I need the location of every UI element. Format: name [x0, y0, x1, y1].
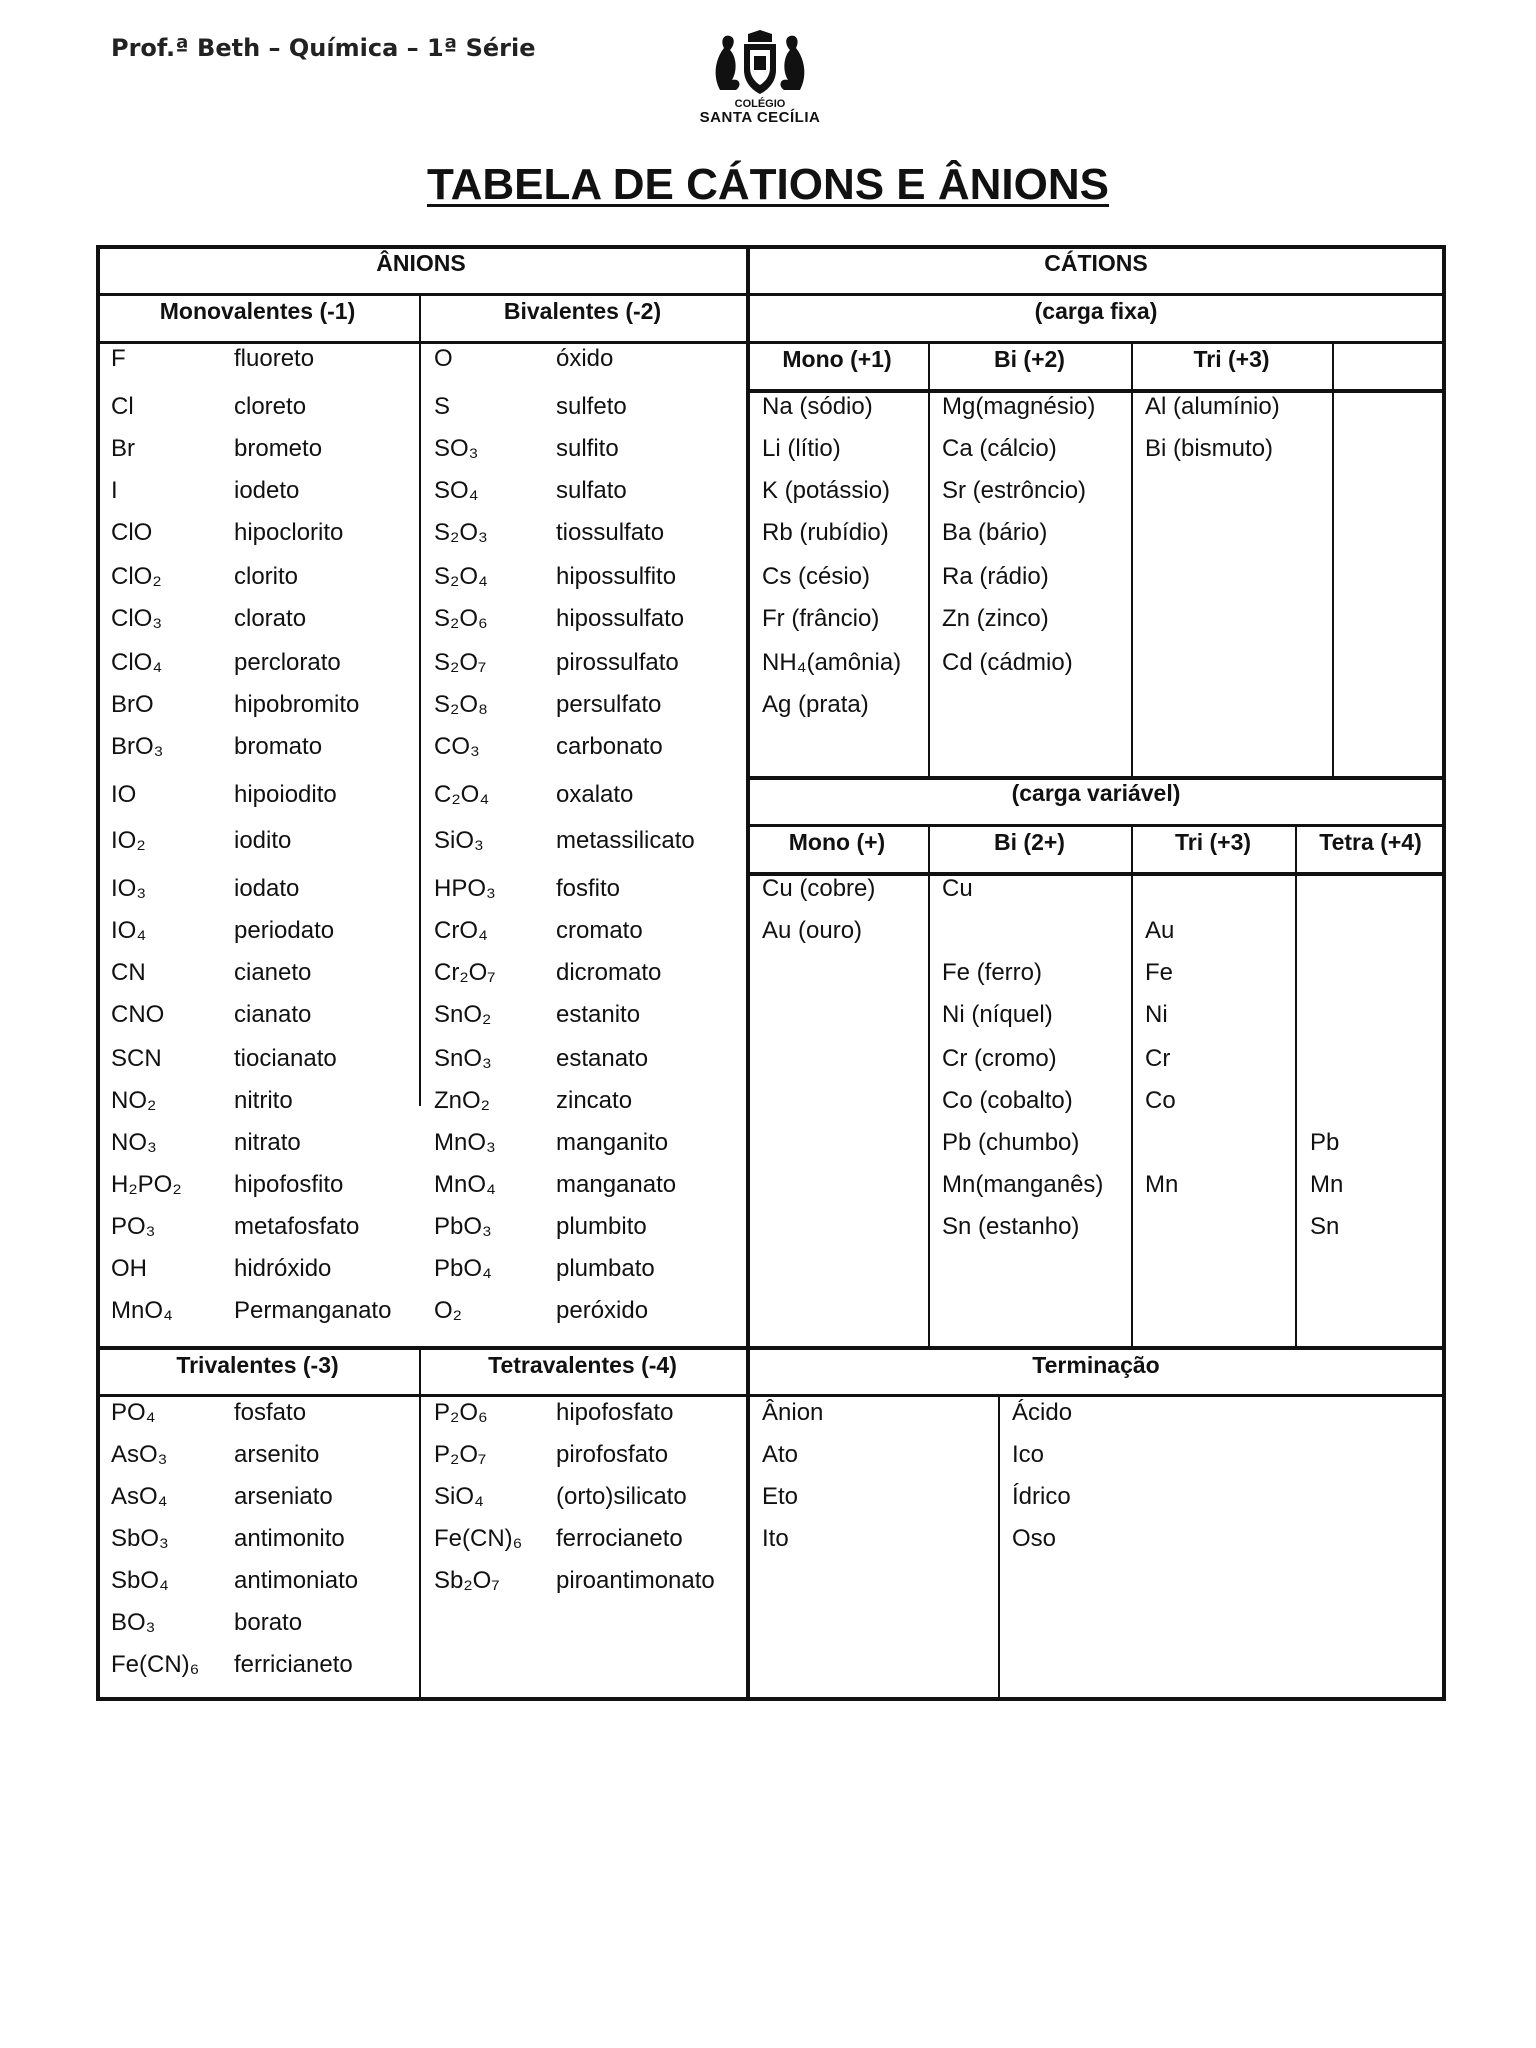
fixed-mono-cation: Li (lítio): [762, 435, 841, 462]
bivalent-formula: MnO₄: [434, 1171, 496, 1198]
variable-subheader-line: [746, 824, 1446, 827]
monovalent-formula: CNO: [111, 1001, 165, 1028]
trivalent-name: antimoniato: [234, 1567, 359, 1594]
variable-cation: Au: [1145, 917, 1175, 944]
fixed-col-divider-3: [1332, 341, 1334, 776]
bivalent-name: estanato: [556, 1045, 649, 1072]
monovalent-formula: BrO₃: [111, 733, 164, 760]
anion-ending: Ânion: [762, 1399, 824, 1426]
monovalent-formula: IO₃: [111, 875, 147, 902]
monovalent-name: iodeto: [234, 477, 300, 504]
trivalent-formula: AsO₃: [111, 1441, 168, 1468]
acid-ending: Ídrico: [1012, 1483, 1071, 1510]
tetravalent-name: hipofosfato: [556, 1399, 674, 1426]
bivalent-formula: CO₃: [434, 733, 480, 760]
bivalent-formula: ZnO₂: [434, 1087, 490, 1114]
fixed-bi-cation: Sr (estrôncio): [942, 477, 1087, 504]
bivalent-name: dicromato: [556, 959, 662, 986]
logo-line-1: COLÉGIO: [734, 98, 786, 110]
tetravalent-formula: P₂O₆: [434, 1399, 488, 1426]
bivalent-name: fosfito: [556, 875, 621, 902]
fixed-tri-cation: Bi (bismuto): [1145, 435, 1274, 462]
fixed-bi-cation: Zn (zinco): [942, 605, 1049, 632]
variable-col-divider-2: [1131, 824, 1133, 1346]
monovalent-name: metafosfato: [234, 1213, 360, 1240]
tetravalent-name: pirofosfato: [556, 1441, 669, 1468]
monovalent-name: iodato: [234, 875, 300, 902]
variable-col-heading: Mono (+): [788, 829, 886, 855]
monovalent-formula: Cl: [111, 393, 134, 420]
monovalent-formula: ClO₄: [111, 649, 163, 676]
bivalent-name: plumbito: [556, 1213, 647, 1240]
bivalent-formula: S₂O₆: [434, 605, 488, 632]
monovalent-formula: BrO: [111, 691, 154, 718]
monovalent-name: nitrito: [234, 1087, 293, 1114]
anions-column-divider-lower: [419, 1346, 421, 1701]
trivalent-heading: Trivalentes (-3): [176, 1352, 339, 1378]
tetravalent-formula: Fe(CN)₆: [434, 1525, 523, 1552]
fixed-mono-cation: Fr (frâncio): [762, 605, 880, 632]
monovalent-name: tiocianato: [234, 1045, 337, 1072]
variable-cation: Pb: [1310, 1129, 1340, 1156]
bivalent-formula: CrO₄: [434, 917, 488, 944]
variable-col-heading: Bi (2+): [994, 829, 1065, 855]
anion-ending: Ito: [762, 1525, 789, 1552]
fixed-mono-cation: Na (sódio): [762, 393, 873, 420]
variable-cation: Mn: [1145, 1171, 1179, 1198]
bivalent-name: cromato: [556, 917, 643, 944]
monovalent-formula: IO₄: [111, 917, 147, 944]
table-border-bottom: [96, 1697, 1446, 1701]
variable-cation: Ni: [1145, 1001, 1168, 1028]
trivalent-formula: BO₃: [111, 1609, 156, 1636]
variable-cation: Fe (ferro): [942, 959, 1043, 986]
monovalent-formula: ClO₂: [111, 563, 162, 590]
anion-ending: Ato: [762, 1441, 799, 1468]
table-border-right: [1442, 245, 1446, 1701]
lower-section-line: [96, 1346, 1446, 1350]
fixed-bi-cation: Ca (cálcio): [942, 435, 1057, 462]
variable-cation: Co (cobalto): [942, 1087, 1073, 1114]
bivalent-formula: O₂: [434, 1297, 462, 1324]
bivalent-name: metassilicato: [556, 827, 695, 854]
anions-heading: ÂNIONS: [376, 250, 466, 276]
monovalent-formula: NO₃: [111, 1129, 157, 1156]
acid-ending: Ico: [1012, 1441, 1045, 1468]
logo-line-2: SANTA CECÍLIA: [699, 109, 821, 126]
variable-cation: Au (ouro): [762, 917, 863, 944]
table-border-top: [96, 245, 1446, 249]
cations-heading: CÁTIONS: [1044, 250, 1148, 276]
variable-cation: Pb (chumbo): [942, 1129, 1080, 1156]
fixed-mono-cation: NH₄(amônia): [762, 649, 902, 676]
bivalent-name: estanito: [556, 1001, 641, 1028]
monovalent-name: brometo: [234, 435, 323, 462]
monovalent-formula: I: [111, 477, 118, 504]
variable-cation: Mn(manganês): [942, 1171, 1104, 1198]
acid-ending: Ácido: [1012, 1399, 1073, 1426]
fixed-col-heading: Mono (+1): [782, 346, 892, 372]
trivalent-formula: AsO₄: [111, 1483, 168, 1510]
monovalent-formula: Br: [111, 435, 135, 462]
school-logo: [690, 30, 830, 135]
trivalent-name: arseniato: [234, 1483, 333, 1510]
bivalent-name: óxido: [556, 345, 614, 372]
bivalent-formula: PbO₃: [434, 1213, 492, 1240]
bivalent-name: sulfeto: [556, 393, 627, 420]
acid-ending: Oso: [1012, 1525, 1057, 1552]
trivalent-name: fosfato: [234, 1399, 307, 1426]
bivalent-formula: MnO₃: [434, 1129, 496, 1156]
school-crest-icon: [690, 30, 830, 98]
variable-cation: Fe: [1145, 959, 1174, 986]
bivalent-formula: S₂O₃: [434, 519, 488, 546]
bivalent-formula: C₂O₄: [434, 781, 490, 808]
bivalent-name: peróxido: [556, 1297, 649, 1324]
fixed-bi-cation: Cd (cádmio): [942, 649, 1073, 676]
fixed-mono-cation: Cs (césio): [762, 563, 871, 590]
page-title: [0, 160, 1536, 210]
monovalent-name: hipoclorito: [234, 519, 344, 546]
trivalent-name: arsenito: [234, 1441, 320, 1468]
bivalent-formula: HPO₃: [434, 875, 496, 902]
bivalent-name: sulfito: [556, 435, 619, 462]
bivalent-name: manganato: [556, 1171, 677, 1198]
bivalent-formula: S: [434, 393, 451, 420]
monovalent-formula: ClO: [111, 519, 153, 546]
bivalent-formula: SnO₃: [434, 1045, 492, 1072]
fixed-bi-cation: Ba (bário): [942, 519, 1048, 546]
fixed-col-divider-1: [928, 341, 930, 776]
monovalent-name: bromato: [234, 733, 323, 760]
variable-cation: Ni (níquel): [942, 1001, 1053, 1028]
variable-cation: Cr (cromo): [942, 1045, 1057, 1072]
bivalent-name: plumbato: [556, 1255, 655, 1282]
termination-column-divider: [998, 1394, 1000, 1701]
monovalent-heading: Monovalentes (-1): [159, 298, 356, 324]
monovalent-formula: MnO₄: [111, 1297, 173, 1324]
variable-col-heading: Tri (+3): [1174, 829, 1252, 855]
variable-cation: Cu (cobre): [762, 875, 876, 902]
monovalent-formula: OH: [111, 1255, 147, 1282]
monovalent-formula: NO₂: [111, 1087, 157, 1114]
tetravalent-heading: Tetravalentes (-4): [488, 1352, 677, 1378]
monovalent-name: hipoiodito: [234, 781, 337, 808]
fixed-bi-cation: Ra (rádio): [942, 563, 1049, 590]
tetravalent-name: piroantimonato: [556, 1567, 715, 1594]
variable-col-divider-3: [1295, 824, 1297, 1346]
bivalent-name: carbonato: [556, 733, 663, 760]
bivalent-formula: S₂O₇: [434, 649, 487, 676]
tetravalent-name: ferrocianeto: [556, 1525, 683, 1552]
monovalent-name: iodito: [234, 827, 292, 854]
variable-cation: Cr: [1145, 1045, 1171, 1072]
trivalent-formula: SbO₃: [111, 1525, 169, 1552]
monovalent-formula: F: [111, 345, 126, 372]
monovalent-name: hipofosfito: [234, 1171, 344, 1198]
tetravalent-name: (orto)silicato: [556, 1483, 687, 1510]
fixed-col-divider-2: [1131, 341, 1133, 776]
fixed-col-heading: Bi (+2): [994, 346, 1065, 372]
bivalent-name: tiossulfato: [556, 519, 665, 546]
trivalent-name: antimonito: [234, 1525, 345, 1552]
monovalent-name: cianato: [234, 1001, 312, 1028]
bivalent-formula: S₂O₈: [434, 691, 488, 718]
monovalent-name: clorito: [234, 563, 299, 590]
fixed-bi-cation: Mg(magnésio): [942, 393, 1096, 420]
monovalent-name: perclorato: [234, 649, 341, 676]
monovalent-formula: IO: [111, 781, 137, 808]
fixed-mono-cation: K (potássio): [762, 477, 891, 504]
tetravalent-formula: Sb₂O₇: [434, 1567, 500, 1594]
bivalent-formula: O: [434, 345, 453, 372]
teacher-header: Prof.ª Beth – Química – 1ª Série: [111, 34, 536, 62]
fixed-col-heading: Tri (+3): [1193, 346, 1270, 372]
tetravalent-formula: P₂O₇: [434, 1441, 487, 1468]
top-header-line: [96, 293, 1446, 296]
lower-subheader-line: [96, 1394, 1446, 1397]
bivalent-formula: S₂O₄: [434, 563, 488, 590]
variable-cation: Mn: [1310, 1171, 1344, 1198]
variable-cation: Sn (estanho): [942, 1213, 1080, 1240]
variable-col-heading: Tetra (+4): [1319, 829, 1422, 855]
bivalent-formula: SO₃: [434, 435, 479, 462]
bivalent-name: zincato: [556, 1087, 633, 1114]
bivalent-name: manganito: [556, 1129, 669, 1156]
monovalent-formula: SCN: [111, 1045, 162, 1072]
trivalent-formula: SbO₄: [111, 1567, 169, 1594]
table-border-left: [96, 245, 100, 1701]
bivalent-formula: SnO₂: [434, 1001, 492, 1028]
monovalent-formula: ClO₃: [111, 605, 163, 632]
bivalent-name: persulfato: [556, 691, 662, 718]
variable-cation: Cu: [942, 875, 973, 902]
bivalent-name: sulfato: [556, 477, 627, 504]
monovalent-name: Permanganato: [234, 1297, 392, 1324]
fixed-charge-heading: (carga fixa): [1034, 298, 1158, 324]
bivalent-formula: SiO₃: [434, 827, 484, 854]
bivalent-formula: SO₄: [434, 477, 479, 504]
fixed-mono-cation: Ag (prata): [762, 691, 869, 718]
trivalent-name: ferricianeto: [234, 1651, 353, 1678]
anions-column-divider-upper: [419, 293, 421, 1106]
monovalent-name: hidróxido: [234, 1255, 332, 1282]
fixed-mono-cation: Rb (rubídio): [762, 519, 889, 546]
termination-heading: Terminação: [1032, 1352, 1160, 1378]
variable-charge-heading: (carga variável): [1011, 780, 1181, 806]
monovalent-name: hipobromito: [234, 691, 360, 718]
monovalent-name: cianeto: [234, 959, 312, 986]
monovalent-name: clorato: [234, 605, 307, 632]
bivalent-name: oxalato: [556, 781, 634, 808]
bivalent-formula: Cr₂O₇: [434, 959, 496, 986]
variable-col-divider-1: [928, 824, 930, 1346]
monovalent-formula: IO₂: [111, 827, 146, 854]
bivalent-heading: Bivalentes (-2): [503, 298, 662, 324]
monovalent-formula: PO₃: [111, 1213, 156, 1240]
anions-cations-divider: [746, 245, 750, 1701]
fixed-tri-cation: Al (alumínio): [1145, 393, 1280, 420]
monovalent-formula: H₂PO₂: [111, 1171, 182, 1198]
bivalent-formula: PbO₄: [434, 1255, 492, 1282]
trivalent-formula: Fe(CN)₆: [111, 1651, 200, 1678]
monovalent-name: fluoreto: [234, 345, 315, 372]
bivalent-name: hipossulfito: [556, 563, 677, 590]
tetravalent-formula: SiO₄: [434, 1483, 484, 1510]
trivalent-formula: PO₄: [111, 1399, 156, 1426]
monovalent-formula: CN: [111, 959, 146, 986]
trivalent-name: borato: [234, 1609, 303, 1636]
monovalent-name: cloreto: [234, 393, 307, 420]
bivalent-name: pirossulfato: [556, 649, 679, 676]
variable-cation: Co: [1145, 1087, 1176, 1114]
title-text: TABELA DE CÁTIONS E ÂNIONS: [426, 160, 1110, 209]
anion-ending: Eto: [762, 1483, 799, 1510]
monovalent-name: nitrato: [234, 1129, 301, 1156]
bivalent-name: hipossulfato: [556, 605, 685, 632]
variable-cation: Sn: [1310, 1213, 1340, 1240]
monovalent-name: periodato: [234, 917, 335, 944]
